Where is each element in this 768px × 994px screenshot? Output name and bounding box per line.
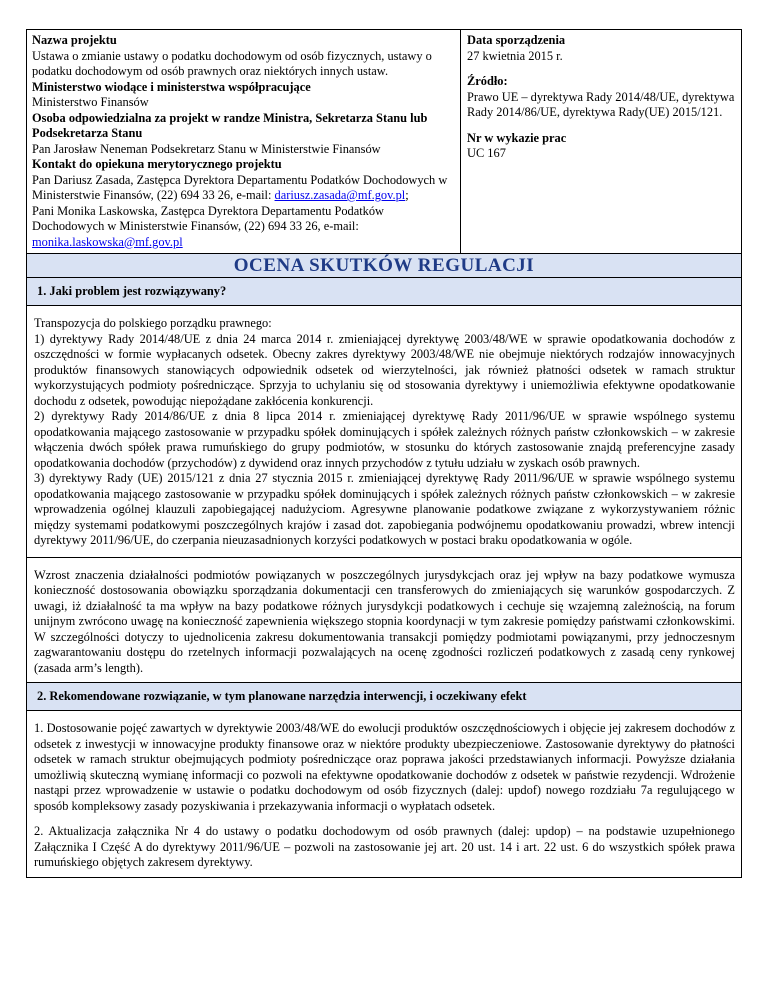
document-title-cell [27, 254, 742, 278]
section-1-header [27, 278, 742, 306]
section-2-paragraph: 1. Dostosowanie pojęć zawartych w dyrektywie 2003/48/WE do ewolucji produktów oszczędnościowych i objęcie jej zakresem dochodów z odsetek z inwestycji w innowacyjne produkty finansowe oraz w niektóre produkty ubezpieczeniowe. Zastosowanie dyrektywy do płatności odsetek w ramach struktur obejmujących podmioty pośredniczące oraz poprawa jakości przedstawianych informacji. Powyższe działania umożliwią skuteczną wymianę informacji co pozwoli na efektywne opodatkowanie dochodów z odsetek w państwie rezydencji. Wdrożenie nastąpi przez wprowadzenie w ustawie o podatku dochodowym od osób fizycznych (dalej: updof) nowego rozdziału 7a regulującego w sposób kompleksowy zasady pozyskiwania i przekazywania informacji o wypłatach odsetek. [34, 721, 735, 813]
contact-2 [32, 204, 456, 251]
osr-document [26, 29, 742, 878]
project-name: Ustawa o zmianie ustawy o podatku dochodowym od osób fizycznych, ustawy o podatku dochodowym od osób prawnych oraz niektórych innych ustaw. [32, 48, 432, 78]
section-1-paragraph: 1) dyrektywy Rady 2014/48/UE z dnia 24 marca 2014 r. zmieniającej dyrektywę 2003/48/WE w sprawie opodatkowania dochodów z oszczędności w formie wypłacanych odsetek. Obecny zakres dyrektywy 2003/48/WE nie obejmuje niektórych rodzajów innowacyjnych produktów finansowych stanowiących odpowiednik odsetek od wierzytelności, jak również płatności odsetek w ramach struktur wykorzystujących podmioty pośredniczące. Sprzyja to uchylaniu się od stosowania dyrektywy i uniemożliwia efektywne opodatkowanie dochodu z odsetek, powodując niepożądane zakłócenia konkurencji. [34, 331, 735, 408]
ministry: Ministerstwo Finansów [32, 95, 149, 109]
project-info-cell [27, 30, 461, 254]
source-value: Prawo UE – dyrektywa Rady 2014/48/UE, dyrektywa Rady 2014/86/UE, dyrektywa Rady(UE) 2015/121. [467, 89, 735, 119]
contact-2-email-link[interactable]: monika.laskowska@mf.gov.pl [32, 234, 183, 249]
header-table [26, 29, 742, 254]
main-table [26, 253, 742, 878]
responsible-label: Osoba odpowiedzialna za projekt w randze Ministra, Sekretarza Stanu lub Podsekretarza Stanu [32, 110, 428, 140]
section-1-body [27, 306, 742, 683]
contact-1-text: Pan Dariusz Zasada, Zastępca Dyrektora Departamentu Podatków Dochodowych w Ministerstwie Finansów, (22) 694 33 26, e-mail: [32, 172, 448, 202]
contact-1 [32, 173, 456, 204]
worklist-label: Nr w wykazie prac [467, 130, 567, 145]
section-2-header [27, 683, 742, 711]
date-value: 27 kwietnia 2015 r. [467, 48, 563, 63]
section-1-paragraph: 3) dyrektywy Rady (UE) 2015/121 z dnia 27 stycznia 2015 r. zmieniającej dyrektywę Rady 2011/96/UE w sprawie wspólnego systemu opodatkowania mającego zastosowanie w przypadku spółek dominujących i spółek zależnych różnych państw członkowskich – w zakresie wprowadzenia ogólnej klauzuli zapobiegającej nadużyciom. Agresywne planowanie podatkowe związane z wykorzystywaniem różnic między systemami podatkowymi poszczególnych krajów i zasad dot. zapobiegania podwójnemu opodatkowaniu prowadzi, wbrew intencji dyrektywy 2011/96/UE, do czerpania nieuzasadnionych korzyści podatkowych w postaci braku opodatkowania w ogóle. [34, 471, 735, 547]
contact-label: Kontakt do opiekuna merytorycznego projektu [32, 157, 282, 171]
section-1-paragraph: Wzrost znaczenia działalności podmiotów powiązanych w poszczególnych jurysdykcjach oraz jej wpływ na bazy podatkowe wymusza konieczność dostosowania obowiązku sporządzania dokumentacji cen transferowych do zmieniających się warunków gospodarczych. Z uwagi, iż działalność ta ma wpływ na bazy podatkowe różnych jurysdykcji podatkowych i cechuje się wzajemną zależnością, na forum unijnym zwrócono uwagę na konieczność zapewnienia większego stopnia koordynacji w tym zakresie pomiędzy państwami członkowskimi. W szczególności dotyczy to ujednolicenia zakresu dokumentowania transakcji pomiędzy podmiotami powiązanymi, przy jednoczesnym zagwarantowaniu dostępu do rzetelnych informacji pozwalających na ocenę zgodności rozliczeń podatkowych z zasadą ceny rynkowej (zasada arm’s length). [34, 567, 735, 675]
section-1-divider [27, 557, 741, 558]
worklist-value: UC 167 [467, 146, 506, 160]
section-1-paragraph: Transpozycja do polskiego porządku prawnego: [34, 316, 272, 330]
section-1-heading: 1. Jaki problem jest rozwiązywany? [37, 284, 227, 298]
project-name-label: Nazwa projektu [32, 33, 117, 47]
source-label: Źródło: [467, 74, 508, 88]
contact-1-email-link[interactable]: dariusz.zasada@mf.gov.pl [274, 188, 406, 202]
date-label: Data sporządzenia [467, 33, 566, 47]
responsible-person: Pan Jarosław Neneman Podsekretarz Stanu w Ministerstwie Finansów [32, 141, 381, 156]
contact-1-suffix: ; [405, 188, 409, 202]
ministry-label: Ministerstwo wiodące i ministerstwa współpracujące [32, 79, 311, 94]
contact-2-text: Pani Monika Laskowska, Zastępca Dyrektora Departamentu Podatków Dochodowych w Ministerstwie Finansów, (22) 694 33 26, e-mail: [32, 203, 385, 233]
section-2-body [27, 711, 742, 878]
section-2-heading: 2. Rekomendowane rozwiązanie, w tym planowane narzędzia interwencji, i oczekiwany efekt [37, 689, 527, 703]
document-title: OCENA SKUTKÓW REGULACJI [233, 255, 535, 276]
section-2-paragraph: 2. Aktualizacja załącznika Nr 4 do ustawy o podatku dochodowym od osób prawnych (dalej: updop) – na podstawie uzupełnionego Załącznika I Część A do dyrektywy 2011/96/UE – pozwoli na zastosowanie jej art. 20 ust. 14 i art. 22 ust. 6 do wszystkich spółek prawa rumuńskiego objętych zakresem dyrektywy. [34, 824, 735, 869]
section-1-paragraph: 2) dyrektywy Rady 2014/86/UE z dnia 8 lipca 2014 r. zmieniającej dyrektywę Rady 2011/96/UE w sprawie wspólnego systemu opodatkowania mającego zastosowanie w przypadku spółek dominujących i spółek zależnych różnych państw członkowskich – w zakresie włączenia dwóch spółek prawa rumuńskiego do grupy podmiotów, w stosunku do których zastosowanie znajdą preferencyjne zasady opodatkowania dochodów (przychodów) z dywidend oraz innych przychodów z tytułu udziału w zyskach osób prawnych. [34, 409, 735, 470]
meta-info-cell [461, 30, 742, 254]
